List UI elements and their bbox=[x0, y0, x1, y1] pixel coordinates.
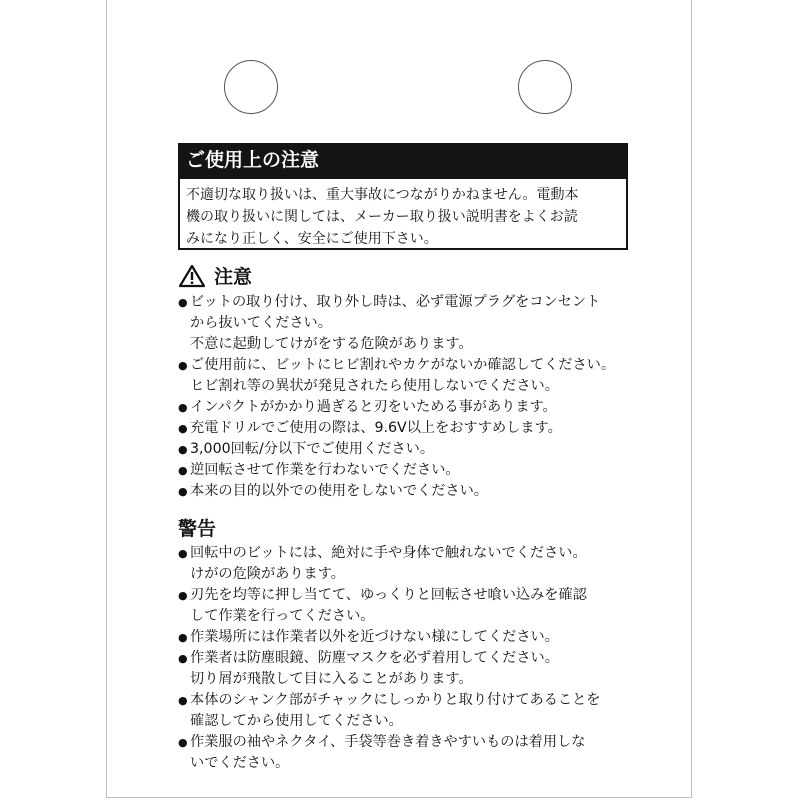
item-line: 回転中のビットには、絶対に手や身体で触れないでください。 bbox=[190, 545, 587, 561]
warning-list-item bbox=[178, 627, 628, 648]
item-line: 3,000回転/分以下でご使用ください。 bbox=[190, 441, 435, 457]
item-line: 充電ドリルでご使用の際は、9.6V以上をおすすめします。 bbox=[190, 420, 562, 436]
caution-list-item bbox=[178, 397, 628, 418]
item-text bbox=[190, 481, 488, 502]
bullet: ● bbox=[178, 485, 188, 498]
item-line: けがの危険があります。 bbox=[190, 566, 345, 582]
item-line: 確認してから使用してください。 bbox=[190, 713, 403, 729]
caution-list-item bbox=[178, 355, 628, 397]
item-line: 不意に起動してけがをする危険があります。 bbox=[190, 336, 473, 352]
bullet: ● bbox=[178, 589, 188, 602]
bullet: ● bbox=[178, 547, 188, 560]
caution-list-item bbox=[178, 292, 628, 355]
item-text bbox=[190, 418, 562, 439]
hanger-hole-right bbox=[518, 60, 572, 114]
item-line: して作業を行ってください。 bbox=[190, 608, 375, 624]
caution-heading-text: 注意 bbox=[214, 266, 253, 288]
item-line: 作業者は防塵眼鏡、防塵マスクを必ず着用してください。 bbox=[190, 650, 559, 666]
notice-line: 不適切な取り扱いは、重大事故につながりかねません。電動本 bbox=[186, 187, 579, 203]
bullet: ● bbox=[178, 422, 188, 435]
item-line: 刃先を均等に押し当てて、ゆっくりと回転させ喰い込みを確認 bbox=[190, 587, 587, 603]
warning-list-item bbox=[178, 648, 628, 690]
item-line: インパクトがかかり過ぎると刃をいためる事があります。 bbox=[190, 399, 557, 415]
item-line: いでください。 bbox=[190, 755, 290, 771]
bullet: ● bbox=[178, 736, 188, 749]
caution-list-item bbox=[178, 481, 628, 502]
bullet: ● bbox=[178, 652, 188, 665]
item-text bbox=[190, 732, 585, 774]
warning-list bbox=[178, 543, 628, 774]
item-text bbox=[190, 585, 587, 627]
caution-list-item bbox=[178, 418, 628, 439]
item-line: ご使用前に、ビットにヒビ割れやカケがないか確認してください。 bbox=[190, 357, 616, 373]
bullet: ● bbox=[178, 296, 188, 309]
caution-list-item bbox=[178, 439, 628, 460]
caution-list-item bbox=[178, 460, 628, 481]
caution-heading bbox=[178, 262, 252, 289]
bullet: ● bbox=[178, 631, 188, 644]
item-line: 逆回転させて作業を行わないでください。 bbox=[190, 462, 460, 478]
item-text bbox=[190, 690, 600, 732]
item-text bbox=[190, 627, 559, 648]
item-line: から抜いてください。 bbox=[190, 315, 332, 331]
bullet: ● bbox=[178, 359, 188, 372]
item-line: ヒビ割れ等の異状が発見されたら使用しないでください。 bbox=[190, 378, 559, 394]
item-line: 本来の目的以外での使用をしないでください。 bbox=[190, 483, 488, 499]
instruction-card bbox=[106, 0, 692, 798]
item-line: 本体のシャンク部がチャックにしっかりと取り付けてあることを bbox=[190, 692, 601, 708]
bullet: ● bbox=[178, 464, 188, 477]
warning-triangle-icon bbox=[178, 264, 206, 288]
item-line: 切り屑が飛散して目に入ることがあります。 bbox=[190, 671, 473, 687]
bullet: ● bbox=[178, 401, 188, 414]
item-line: ビットの取り付け、取り外し時は、必ず電源プラグをコンセント bbox=[190, 294, 601, 310]
bullet: ● bbox=[178, 443, 188, 456]
item-line: 作業服の袖やネクタイ、手袋等巻き着きやすいものは着用しな bbox=[190, 734, 586, 750]
warning-list-item bbox=[178, 732, 628, 774]
item-text bbox=[190, 648, 559, 690]
warning-heading: 警告 bbox=[178, 518, 217, 540]
notice-line: みになり正しく、安全にご使用下さい。 bbox=[186, 231, 438, 247]
notice-box bbox=[178, 177, 628, 250]
page-title: ご使用上の注意 bbox=[178, 143, 628, 177]
warning-list-item bbox=[178, 690, 628, 732]
item-text bbox=[190, 397, 557, 418]
item-text bbox=[190, 460, 460, 481]
item-text bbox=[190, 439, 434, 460]
item-text bbox=[190, 292, 600, 355]
hanger-hole-left bbox=[224, 60, 278, 114]
bullet: ● bbox=[178, 694, 188, 707]
caution-list bbox=[178, 292, 628, 502]
item-line: 作業場所には作業者以外を近づけない様にしてください。 bbox=[190, 629, 559, 645]
item-text bbox=[190, 355, 615, 397]
notice-line: 機の取り扱いに関しては、メーカー取り扱い説明書をよくお読 bbox=[186, 209, 578, 225]
warning-list-item bbox=[178, 543, 628, 585]
item-text bbox=[190, 543, 587, 585]
warning-list-item bbox=[178, 585, 628, 627]
